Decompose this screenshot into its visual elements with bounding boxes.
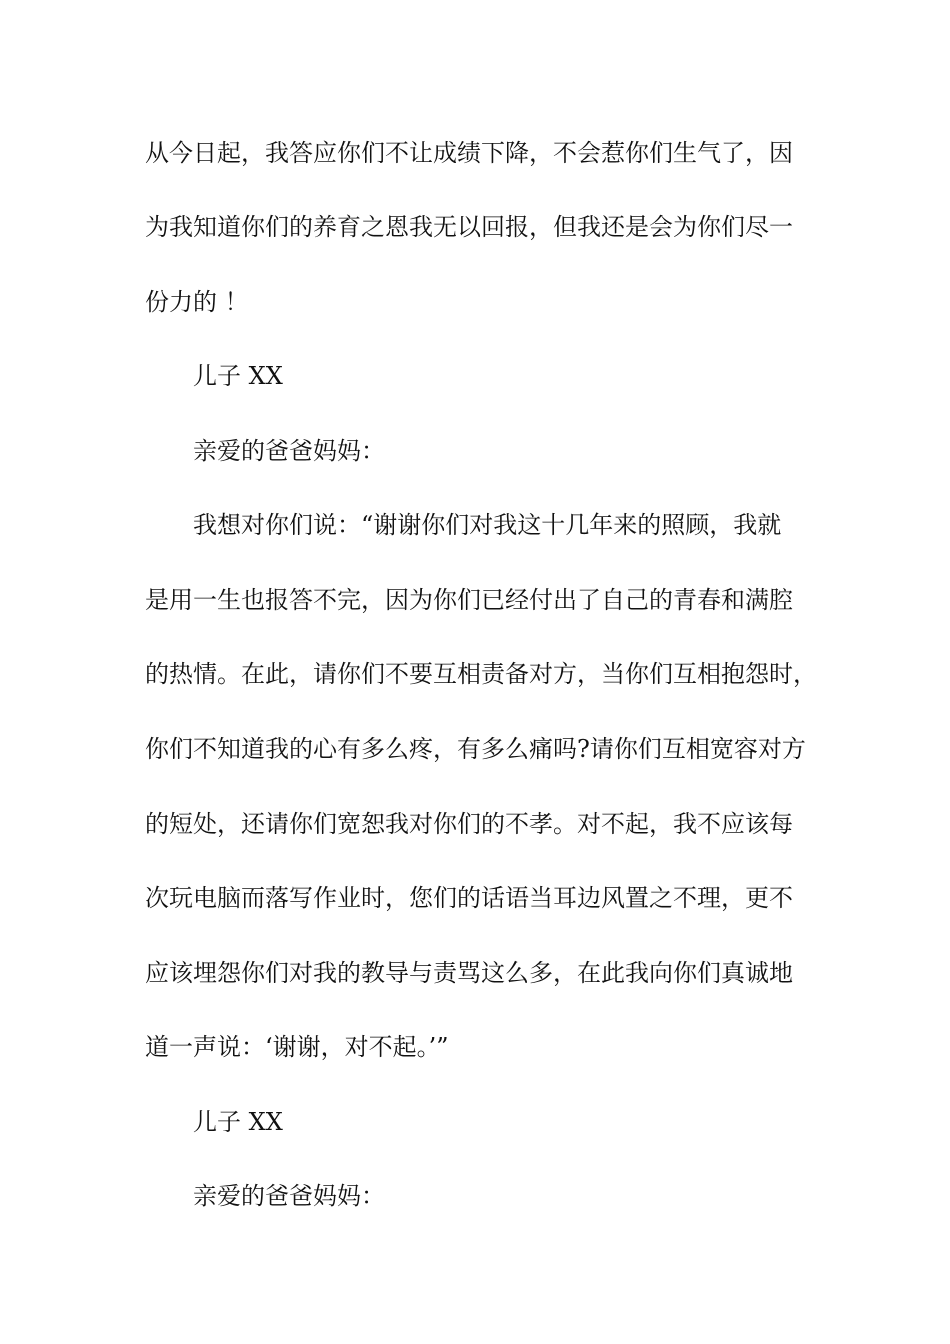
paragraph-line: 我想对你们说：“谢谢你们对我这十几年来的照顾，我就	[193, 511, 782, 539]
signature-line: 儿子 XX	[193, 1108, 283, 1136]
paragraph-line: 的短处，还请你们宽恕我对你们的不孝。对不起，我不应该每	[145, 810, 793, 838]
paragraph-line: 份力的 ！	[145, 288, 249, 316]
paragraph-line: 应该埋怨你们对我的教导与责骂这么多，在此我向你们真诚地	[145, 959, 793, 987]
paragraph-line: 为我知道你们的养育之恩我无以回报，但我还是会为你们尽一	[145, 213, 793, 241]
paragraph-line: 从今日起，我答应你们不让成绩下降，不会惹你们生气了，因	[145, 139, 793, 167]
signature-line: 儿子 XX	[193, 362, 283, 390]
paragraph-line: 次玩电脑而落写作业时，您们的话语当耳边风置之不理，更不	[145, 884, 793, 912]
paragraph-line: 你们不知道我的心有多么疼，有多么痛吗?请你们互相宽容对方	[145, 735, 806, 763]
paragraph-line: 的热情。在此，请你们不要互相责备对方，当你们互相抱怨时，	[145, 660, 817, 688]
salutation-line: 亲爱的爸爸妈妈：	[193, 437, 385, 465]
salutation-line: 亲爱的爸爸妈妈：	[193, 1182, 385, 1210]
paragraph-line: 是用一生也报答不完，因为你们已经付出了自己的青春和满腔	[145, 586, 793, 614]
paragraph-line: 道一声说：‘谢谢，对不起。’”	[145, 1033, 449, 1061]
